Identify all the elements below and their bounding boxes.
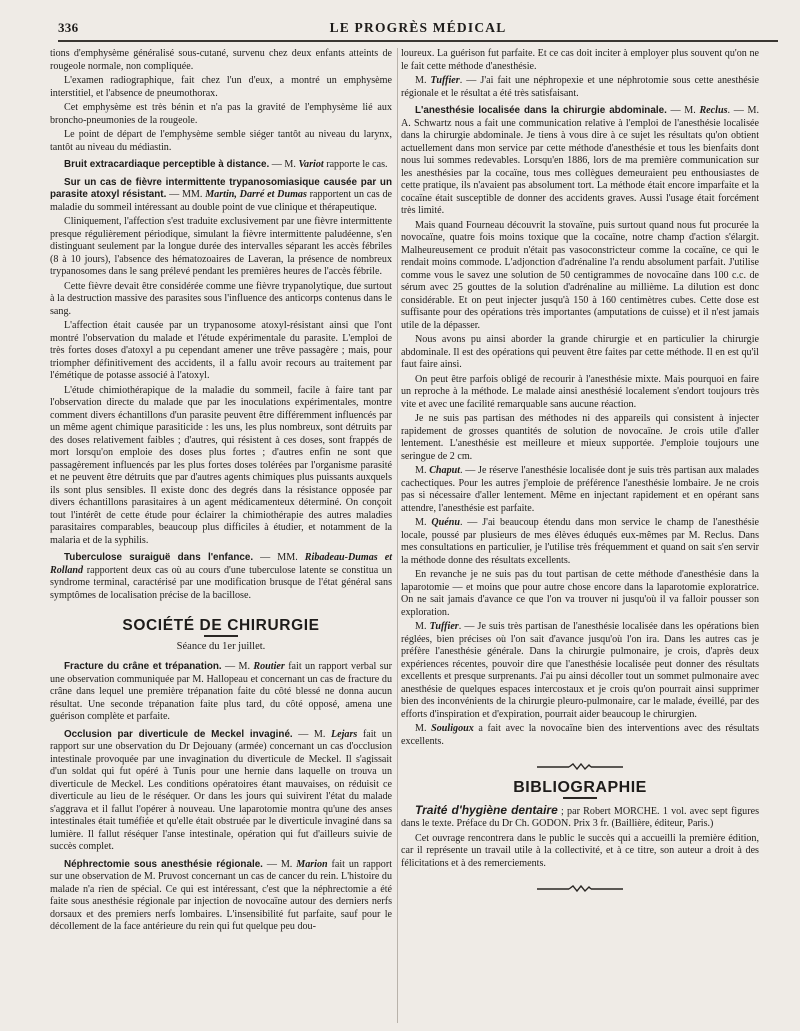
paragraph: Je ne suis pas partisan des méthodes ni des appareils qui consistent à injecter rapidement de grosses quantités de solution de novocaïne. Je crois utile d'aller lentement. L'anesthésie est meilleure et mieux supportée. J'emploie toujours une seringue de 2 cm. [401, 413, 759, 462]
author-name: Lejars [330, 728, 358, 740]
paragraph: On peut être parfois obligé de recourir à l'anesthésie mixte. Mais pourquoi en faire un reproche à la méthode. Le malade ainsi anesthésié localement s'endort toujours très vite et avec une facilité remarquable sans aucune réaction. [401, 373, 759, 410]
journal-title: LE PROGRÈS MÉDICAL [329, 20, 507, 35]
article-fievre [50, 177, 392, 215]
author-name: Quénu [431, 517, 460, 528]
dash: — M. [666, 105, 700, 116]
page-header [58, 16, 778, 42]
dash: — M. [262, 858, 297, 870]
lead: M. [415, 465, 430, 476]
book-info: ; par Robert MORCHE. 1 vol. avec sept figures dans le texte. Préface du Dr Ch. GODON. Prix 3 fr. (Baillière, éditeur, Paris.) [401, 805, 759, 829]
intervention-chaput [401, 465, 759, 515]
article-title: Fracture du crâne et trépanation. [64, 661, 222, 672]
article-fracture [50, 661, 392, 724]
section-title: BIBLIOGRAPHIE [513, 779, 647, 796]
dash: — M. [292, 728, 331, 740]
article-title: Tuberculose suraiguë dans l'enfance. [64, 552, 254, 563]
paragraph: Le point de départ de l'emphysème semble siéger tantôt au niveau du larynx, tantôt au niveau du médiastin. [50, 129, 392, 153]
article-nephrectomie [50, 859, 392, 934]
article-text: rapportent un cas de maladie du sommeil intéressant au double point de vue clinique et thérapeutique. [50, 189, 392, 213]
lead: M. [415, 621, 430, 632]
author-name: Marion [296, 858, 328, 870]
intervention-quenu [401, 517, 759, 567]
author-name: Variot [298, 159, 324, 170]
author-name: Martin, Darré et Dumas [205, 189, 307, 200]
session-date: Séance du 1er juillet. [176, 640, 266, 652]
article-anesthesie [401, 105, 759, 218]
dash: — MM. [253, 552, 305, 563]
intervention-souligoux [401, 723, 759, 748]
book-entry [401, 804, 759, 831]
article-text: rapporte le cas. [323, 159, 388, 170]
intervention-tuffier [401, 75, 759, 100]
section-rule [563, 797, 597, 799]
intervention-text: . — Je réserve l'anesthésie localisée dont je suis très partisan aux malades cachectiques. Pour les autres j'emploie de préférence l'anesthésie lombaire. Je ne crois pas si nécessaire d'aller lentement. Même en injectant rapidement et en opérant sans attendre, l'anesthésie est parfaite. [401, 465, 759, 514]
article-occlusion [50, 729, 392, 854]
article-bruit [50, 159, 392, 172]
article-text: fait un rapport sur une observation du Dr Dejouany (armée) concernant un cas d'occlusion intestinale provoquée par une invagination du diverticule de Meckel. Il s'agissait d'un soldat qui fut opéré à Tunis pour une hernie dans laquelle on trouva un diverticule de Meckel. Les conditions opératoires étant mauvaises, on réduisit ce diverticule au lieu de le réséquer. Or dans les jours qui suivirent l'état du malade s'aggrava et il fallut l'opérer à nouveau. Une laparotomie montra qu'une des anses intestinales était tuméfiée et qu'elle était obstruée par le diverticule invaginé dans sa lumière. Il fallut réséquer l'anse intestinale, opération qui fut d'ailleurs suivie de succès complet. [50, 728, 392, 852]
paragraph: tions d'emphysème généralisé sous-cutané, survenu chez deux enfants atteints de rougeole normale, non compliquée. [50, 48, 392, 72]
article-title: Bruit extracardiaque perceptible à distance. [64, 159, 270, 170]
ornament-divider [535, 884, 625, 894]
author-name: Tuffier [429, 621, 459, 632]
column-divider [397, 48, 398, 1023]
paragraph: Cliniquement, l'affection s'est traduite exclusivement par une fièvre intermittente presque régulièrement périodique, simulant la fièvre intermittente paludéenne, s'en distinguant seulement par la longue durée des intervalles séparant les accès fébriles (8 à 10 jours), l'absence des hématozoaires de Laveran, la présence de nombreux trypanosomes dans le sang prélevé pendant les premières heures de l'accès fébrile. [50, 216, 392, 277]
article-title: Sur un cas de fièvre intermittente trypanosomiasique causée par un parasite atoxyl résistant. [50, 176, 392, 200]
intervention-text: . — Je suis très partisan de l'anesthésie localisée dans les opérations bien réglées, bien précises où l'on sait d'avance jusqu'où l'on ira. Dans les autres cas je préfère l'anesthésie générale. Dans la chirurgie pulmonaire, je crois, d'après deux expériences récentes, pouvoir dire que l'anesthésie localisée peut donner des résultats excellents et presque surprenants. J'ai pu ainsi décoller tout un sommet pulmonaire avec anesthésie de quelques espaces intercostaux et je crois qu'on pourrait ainsi supprimer bien des inconvénients de la chirurgie pleuro-pulmonaire, car le malade, éveillé, par des efforts d'inspiration et d'expiration, pourrait aider beaucoup le chirurgien. [401, 621, 759, 720]
page-number: 336 [58, 20, 79, 35]
article-title: L'anesthésie localisée dans la chirurgie abdominale. [415, 105, 667, 116]
paragraph: L'examen radiographique, fait chez l'un d'eux, a montré un emphysème interstitiel, et l'absence de pneumothorax. [50, 75, 392, 99]
article-text: fait un rapport verbal sur une observation communiquée par M. Hallopeau et concernant un cas de fracture du crâne dans lequel une première trépanation faite du côté blessé ne donna aucun résultat. Une seconde trépanation faite plus tard, du côté opposé, amena une guérison complète et parfaite. [50, 661, 392, 722]
author-name: Reclus [699, 105, 728, 116]
lead: M. [415, 723, 432, 734]
paragraph: Cet emphysème est très bénin et n'a pas la gravité de l'emphysème lié aux broncho-pneumonies de la rougeole. [50, 102, 392, 126]
book-review: Cet ouvrage rencontrera dans le public le succès qui a accueilli la première édition, car il représente un travail utile à la collectivité, et à ce titre, son auteur a droit à des félicitations et à des remerciements. [401, 832, 759, 869]
intervention-tuffier [401, 621, 759, 721]
article-text: rapportent deux cas où au cours d'une tuberculose latente se constitua un syndrome terminal, caractérisé par une modification brusque de l'état général sans symptômes de localisation précise de la bacillose. [50, 564, 392, 601]
dash: — M. [221, 661, 254, 672]
intervention-text: . — J'ai beaucoup étendu dans mon service le champ de l'anesthésie locale, poussé par plusieurs de mes élèves éduqués eux-mêmes par M. Reclus. Dans mes consultations en particulier, je l'utilise très fréquemment et quand on sait s'en servir la méthode donne des résultats excellents. [401, 517, 759, 566]
author-name: Souligoux [431, 723, 474, 734]
author-name: Routier [253, 661, 285, 672]
paragraph: loureux. La guérison fut parfaite. Et ce cas doit inciter à employer plus souvent qu'on ne le fait cette méthode d'anesthésie. [401, 48, 759, 72]
author-name: Tuffier [430, 75, 460, 86]
article-text: fait un rapport sur une observation de M. Pruvost concernant un cas de cancer du rein. L'histoire du malade n'a rien de spécial. Ce qui est intéressant, c'est que la néphrectomie a été faite sous anesthésie régionale par injection de novocaïne autour des derniers nerfs dorsaux et des premiers nerfs lombaires. L'insensibilité fut parfaite, sauf pour le décollement de la face antérieure du rein qui fut quelque peu dou- [50, 858, 393, 932]
paragraph: L'affection était causée par un trypanosome atoxyl-résistant ainsi que l'ont montré l'observation du malade et l'étude expérimentale du parasite. L'emploi de très fortes doses d'atoxyl a pu cependant amener une trêve passagère ; mais, pour triompher définitivement des accidents, il a fallu avoir recours au traitement par l'émétique de potasse associé à l'atoxyl. [50, 320, 392, 381]
dash: — MM. [166, 189, 206, 200]
right-column [401, 48, 759, 904]
paragraph: Mais quand Fourneau découvrit la stovaïne, puis surtout quand nous fut procurée la novocaïne, quatre fois moins toxique que la cocaïne, notre champ d'action s'élargit. Malheureusement ce produit n'était pas vasoconstricteur comme la cocaïne, ce qui le rendait moins commode. L'adjonction d'adrénaline l'a rendu absolument parfait. J'utilise comme vous le savez une solution de 50 centigrammes de novocaïne dans 100 c.c. de sérum avec 25 gouttes de la solution d'adrénaline au millième. La dilution est donc considérable. Et on peut injecter jusqu'à 150 à 160 centimètres cubes. Cette dose est suffisante pour des opérations très importantes (amputations de cuisse) et il n'est jamais utile de la dépasser. [401, 219, 759, 331]
book-title: Traité d'hygiène dentaire [415, 802, 558, 817]
author-name: Ribadeau-Dumas et Rolland [50, 552, 393, 576]
intervention-text: a fait avec la novocaïne bien des interventions avec des résultats excellents. [401, 723, 759, 747]
dash: — M. [269, 159, 299, 170]
lead: M. [415, 75, 431, 86]
paragraph: Nous avons pu ainsi aborder la grande chirurgie et en particulier la chirurgie abdominale. Il est des opérations qui peuvent être faites par cette méthode. Il en est qu'il faut faire ainsi. [401, 334, 759, 370]
intervention-text: . — J'ai fait une néphropexie et une néphrotomie sous cette anesthésie régionale et le résultat a été très satisfaisant. [401, 75, 760, 99]
section-rule [204, 635, 238, 637]
ornament-divider [535, 762, 625, 772]
paragraph: Cette fièvre devait être considérée comme une fièvre trypanolytique, due surtout à la destruction massive des parasites sous l'influence des anticorps contenus dans le sang. [50, 280, 392, 317]
paragraph: L'étude chimiothérapique de la maladie du sommeil, facile à faire tant par l'observation directe du malade que par les inoculations expérimentales, montre comment divers échantillons d'un parasite peuvent être différemment influencés par un même agent chimique parasiticide : les uns, les plus nombreux, sont détruits par des doses relativement faibles ; d'autres, qui résistent à ces doses, sont frappés de mort lorsqu'on emploie des doses plus fortes ; d'autres enfin ne sont que passagèrement influencés par les plus fortes doses tolérées par l'organisme parasité et ne peuvent être détruits que par d'autres agents chimiques plus puissants auxquels ils sont plus sensibles. Il existe donc des degrés dans la résistance opposée par divers échantillons parasitaires à un agent médicamenteux déterminé. On conçoit tout l'intérêt de cette étude pour éclairer la chimiothérapie des autres maladies parasitaires comparables, beaucoup plus difficiles à étudier, et notamment de la malaria et de la syphilis. [50, 384, 392, 546]
lead: M. [415, 517, 432, 528]
paragraph: En revanche je ne suis pas du tout partisan de cette méthode d'anesthésie dans la laparotomie — et moins que pour autre chose encore dans la laparotomie exploratrice. On ne sait jamais d'avance ce que l'on va trouver ni jusqu'où il va falloir pousser son exploration. [401, 569, 759, 618]
author-name: Chaput [429, 465, 461, 476]
article-title: Occlusion par diverticule de Meckel invaginé. [64, 728, 293, 740]
left-column [50, 48, 392, 936]
article-text: . — M. A. Schwartz nous a fait une communication relative à l'emploi de l'anesthésie localisée dans la chirurgie abdominale. Je tiens à vous dire à ce sujet les résultats qu'on obtient actuellement dans mon service par cette méthode d'anesthésie et tous les bienfaits dont nous lui sommes redevables. Lorsqu'en 1886, lors de ma première communication sur les anesthésies par la cocaïne, tous mes collègues demeuraient peu enthousiastes de cette pratique, ils n'avaient pas absolument tort. La méthode était encore imparfaite et la cocaïne était susceptible de donner des accidents graves. Aussi l'usage était forcément très limité. [401, 105, 759, 216]
section-title: SOCIÉTÉ DE CHIRURGIE [122, 617, 320, 634]
article-title: Néphrectomie sous anesthésie régionale. [64, 858, 263, 870]
article-tuberculose [50, 552, 392, 602]
